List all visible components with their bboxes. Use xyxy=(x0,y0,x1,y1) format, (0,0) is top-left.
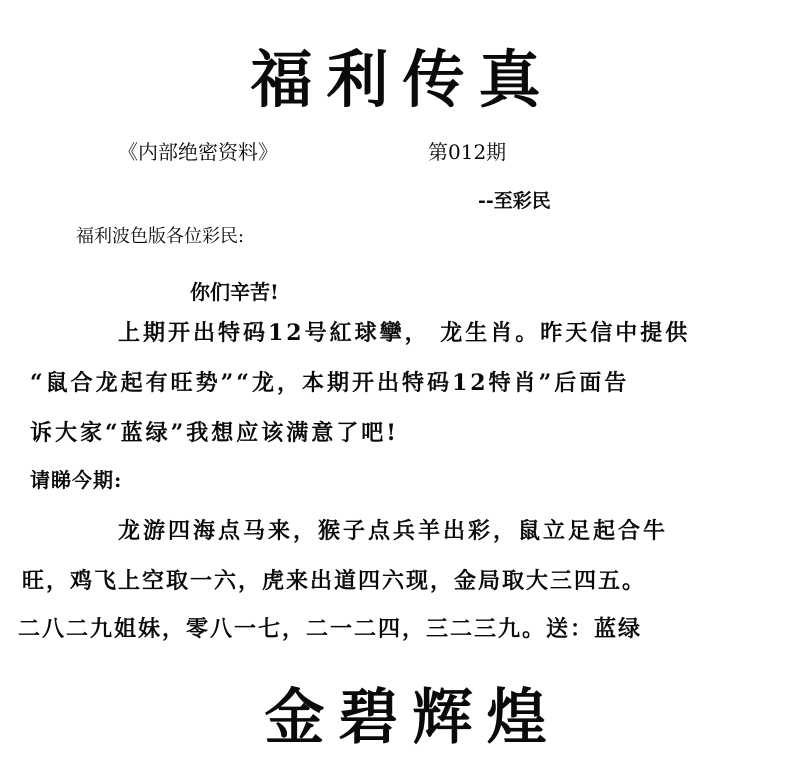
author-line: --至彩民 xyxy=(478,190,551,212)
body-line: 龙游四海点马来，猴子点兵羊出彩，鼠立足起合牛 xyxy=(118,518,669,544)
issue-number: 第012期 xyxy=(428,140,507,164)
body-line: 诉大家“蓝绿”我想应该满意了吧! xyxy=(30,420,399,446)
body-line: “鼠合龙起有旺势”“龙，本期开出特码12特肖”后面告 xyxy=(30,370,630,396)
body-line: 请睇今期: xyxy=(30,468,123,492)
document-title: 福利传真 xyxy=(250,43,555,116)
body-line: 旺，鸡飞上空取一六，虎来出道四六现，金局取大三四五。 xyxy=(22,568,647,594)
salutation-line: 福利波色版各位彩民: xyxy=(76,226,245,247)
body-line: 上期开出特码12号紅球攣， 龙生肖。昨天信中提供 xyxy=(118,320,691,346)
body-line: 二八二九姐妹，零八一七，二一二四，三二三九。送：蓝绿 xyxy=(18,616,643,642)
greeting-line: 你们辛苦! xyxy=(190,280,279,304)
document-tagline: 《内部绝密资料》 xyxy=(118,140,278,164)
footer-title: 金碧辉煌 xyxy=(264,683,561,753)
